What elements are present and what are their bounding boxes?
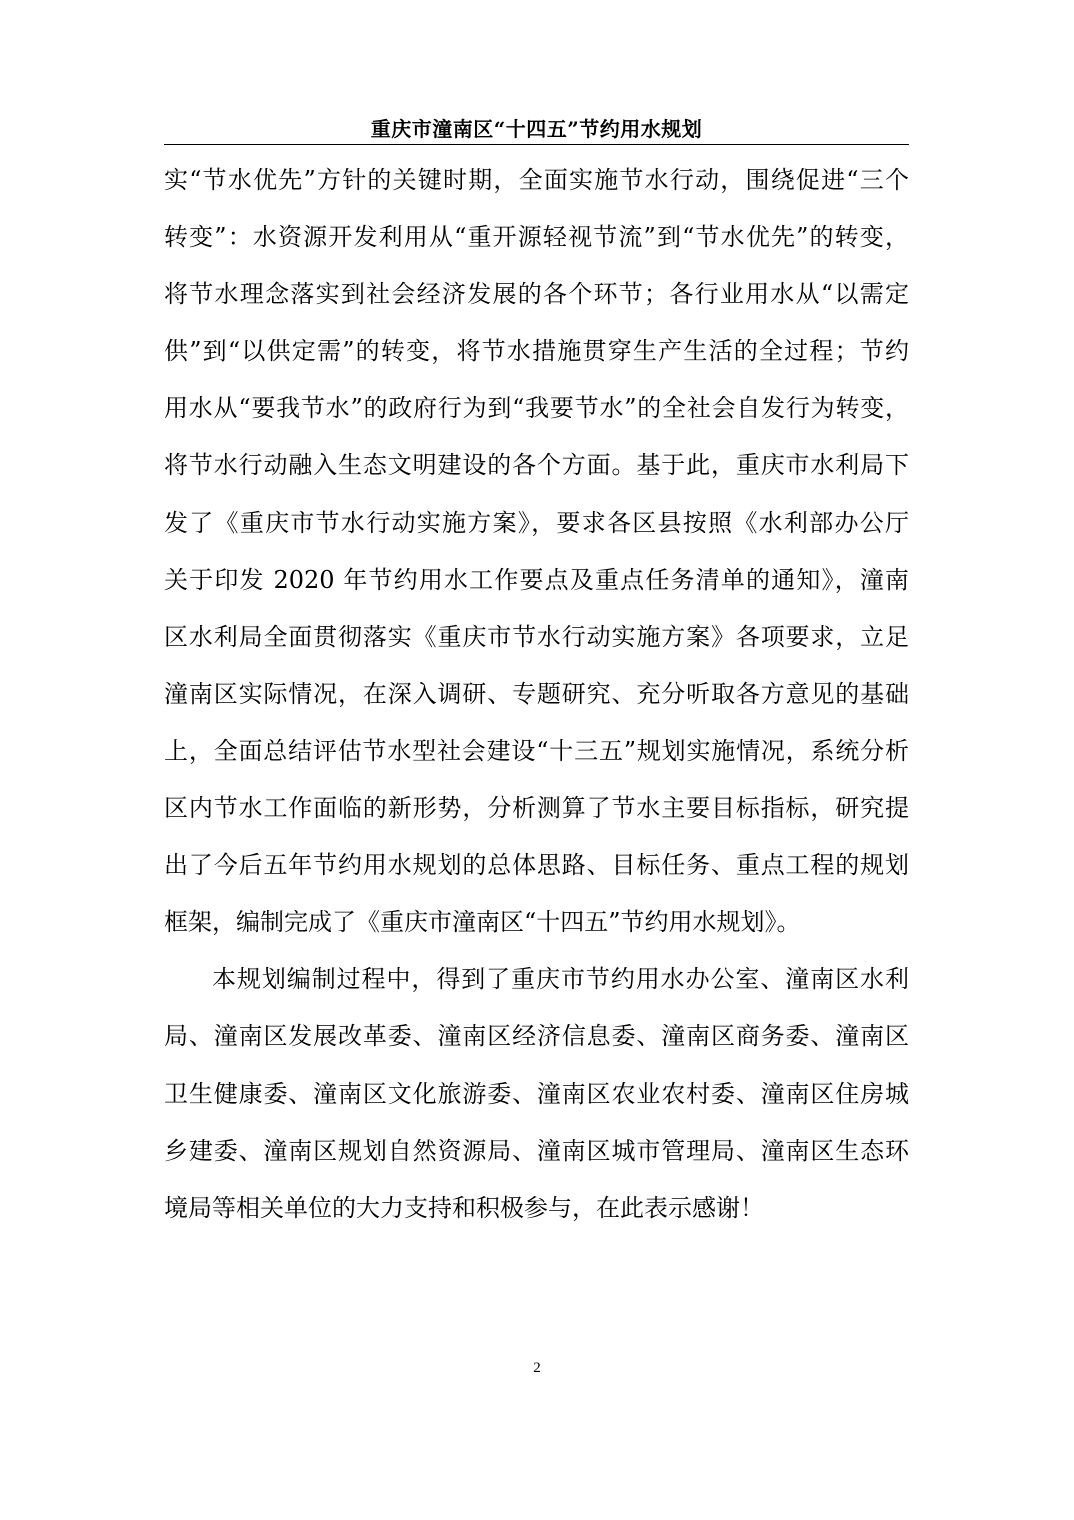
body-text — [164, 152, 909, 1237]
text-line: 上，全面总结评估节水型社会建设“十三五”规划实施情况，系统分析 — [164, 736, 909, 765]
paragraph-1 — [164, 152, 909, 951]
text-line: 境局等相关单位的大力支持和积极参与，在此表示感谢！ — [164, 1193, 764, 1222]
text-line: 乡建委、潼南区规划自然资源局、潼南区城市管理局、潼南区生态环 — [164, 1136, 909, 1165]
running-header-title: 重庆市潼南区“十四五”节约用水规划 — [370, 117, 703, 141]
text-line: 将节水行动融入生态文明建设的各个方面。基于此，重庆市水利局下 — [164, 451, 909, 480]
text-line: 用水从“要我节水”的政府行为到“我要节水”的全社会自发行为转变， — [164, 394, 909, 423]
text-line: 框架，编制完成了《重庆市潼南区“十四五”节约用水规划》。 — [164, 908, 801, 937]
header-rule — [164, 144, 909, 145]
page-number: 2 — [533, 1360, 541, 1376]
text-line: 转变”：水资源开发利用从“重开源轻视节流”到“节水优先”的转变， — [164, 223, 909, 252]
text-line: 供”到“以供定需”的转变，将节水措施贯穿生产生活的全过程；节约 — [164, 337, 909, 366]
paragraph-2 — [164, 951, 909, 1236]
text-line: 局、潼南区发展改革委、潼南区经济信息委、潼南区商务委、潼南区 — [164, 1022, 909, 1051]
text-line: 区水利局全面贯彻落实《重庆市节水行动实施方案》各项要求，立足 — [164, 622, 909, 651]
text-line: 实“节水优先”方针的关键时期，全面实施节水行动，围绕促进“三个 — [164, 166, 909, 194]
text-line: 发了《重庆市节水行动实施方案》，要求各区县按照《水利部办公厅 — [164, 508, 909, 537]
text-line: 潼南区实际情况，在深入调研、专题研究、充分听取各方意见的基础 — [164, 679, 909, 708]
text-line: 将节水理念落实到社会经济发展的各个环节；各行业用水从“以需定 — [164, 280, 909, 309]
text-line: 区内节水工作面临的新形势，分析测算了节水主要目标指标，研究提 — [164, 794, 909, 823]
text-line: 出了今后五年节约用水规划的总体思路、目标任务、重点工程的规划 — [164, 851, 909, 880]
text-line: 关于印发 2020 年节约用水工作要点及重点任务清单的通知》，潼南 — [164, 565, 909, 594]
text-line: 本规划编制过程中，得到了重庆市节约用水办公室、潼南区水利 — [212, 965, 909, 994]
text-line: 卫生健康委、潼南区文化旅游委、潼南区农业农村委、潼南区住房城 — [164, 1079, 909, 1108]
